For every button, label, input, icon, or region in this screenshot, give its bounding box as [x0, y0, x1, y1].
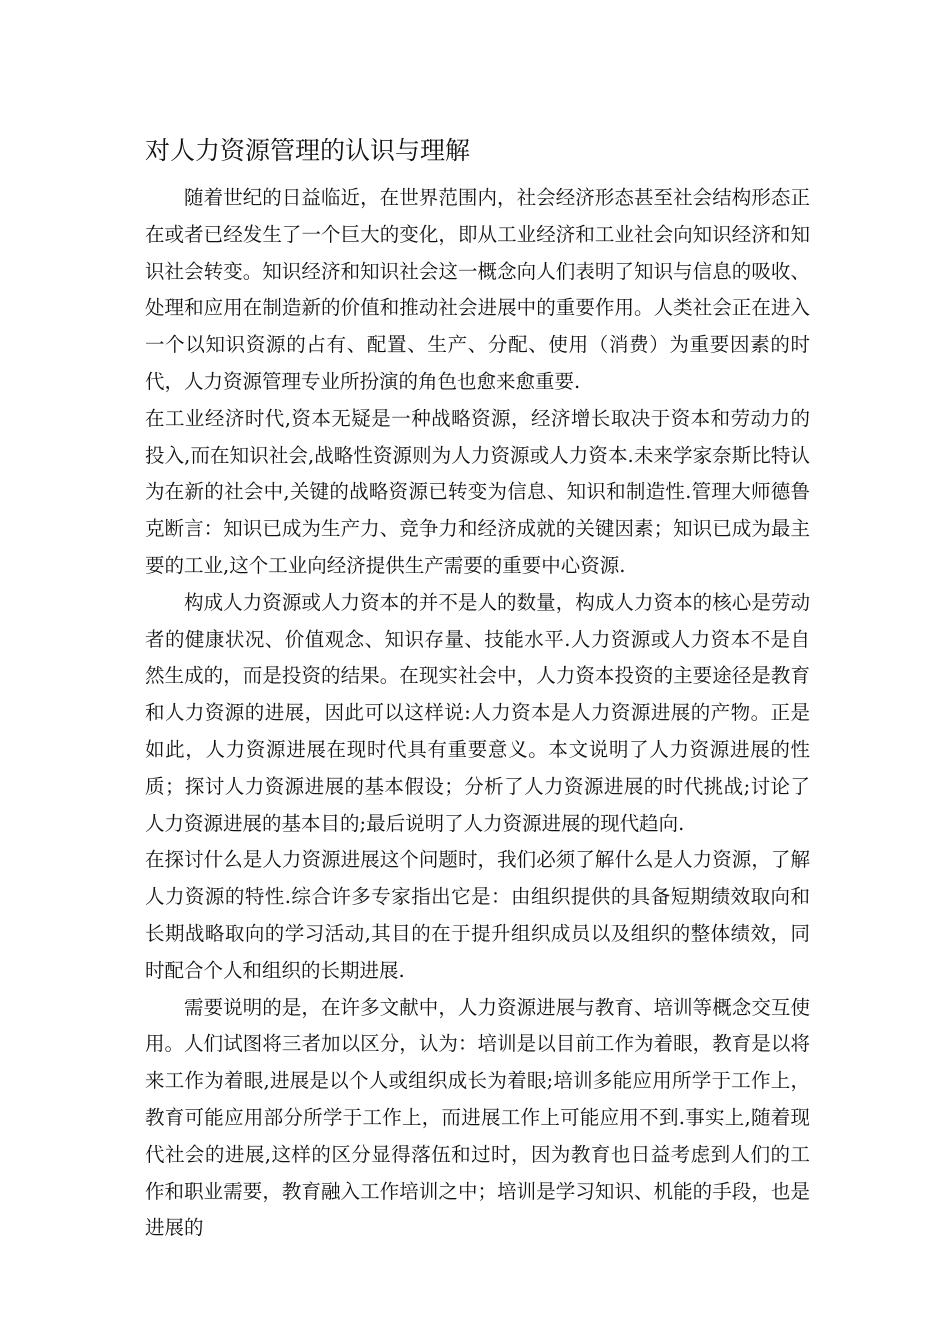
document-body	[145, 180, 810, 1247]
paragraph-3: 构成人力资源或人力资本的并不是人的数量，构成人力资本的核心是劳动者的健康状况、价值观念、知识存量、技能水平.人力资源或人力资本不是自然生成的，而是投资的结果。在现实社会中，人力资本投资的主要途径是教育和人力资源的进展，因此可以这样说:人力资本是人力资源进展的产物。正是如此，人力资源进展在现时代具有重要意义。本文说明了人力资源进展的性质；探讨人力资源进展的基本假设；分析了人力资源进展的时代挑战;讨论了人力资源进展的基本目的;最后说明了人力资源进展的现代趋向.	[145, 590, 810, 835]
paragraph-1: 随着世纪的日益临近，在世界范围内，社会经济形态甚至社会结构形态正在或者已经发生了一个巨大的变化，即从工业经济和工业社会向知识经济和知识社会转变。知识经济和知识社会这一概念向人们表明了知识与信息的吸收、处理和应用在制造新的价值和推动社会进展中的重要作用。人类社会正在进入一个以知识资源的占有、配置、生产、分配、使用（消费）为重要因素的时代，人力资源管理专业所扮演的角色也愈来愈重要.	[145, 186, 810, 393]
paragraph-2: 在工业经济时代,资本无疑是一种战略资源，经济增长取决于资本和劳动力的投入,而在知识社会,战略性资源则为人力资源或人力资本.未来学家奈斯比特认为在新的社会中,关键的战略资源已转变为信息、知识和制造性.管理大师德鲁克断言：知识已成为生产力、竞争力和经济成就的关键因素；知识已成为最主要的工业,这个工业向经济提供生产需要的重要中心资源.	[145, 406, 810, 577]
paragraph-5: 需要说明的是，在许多文献中，人力资源进展与教育、培训等概念交互使用。人们试图将三者加以区分，认为：培训是以目前工作为着眼，教育是以将来工作为着眼,进展是以个人或组织成长为着眼;培训多能应用所学于工作上，教育可能应用部分所学于工作上，而进展工作上可能应用不到.事实上,随着现代社会的进展,这样的区分显得落伍和过时，因为教育也日益考虑到人们的工作和职业需要，教育融入工作培训之中；培训是学习知识、机能的手段，也是进展的	[145, 995, 810, 1240]
paragraph-4: 在探讨什么是人力资源进展这个问题时，我们必须了解什么是人力资源，了解人力资源的特性.综合许多专家指出它是：由组织提供的具备短期绩效取向和长期战略取向的学习活动,其目的在于提升组织成员以及组织的整体绩效，同时配合个人和组织的长期进展.	[145, 848, 810, 982]
document-title: 对人力资源管理的认识与理解	[145, 136, 471, 165]
